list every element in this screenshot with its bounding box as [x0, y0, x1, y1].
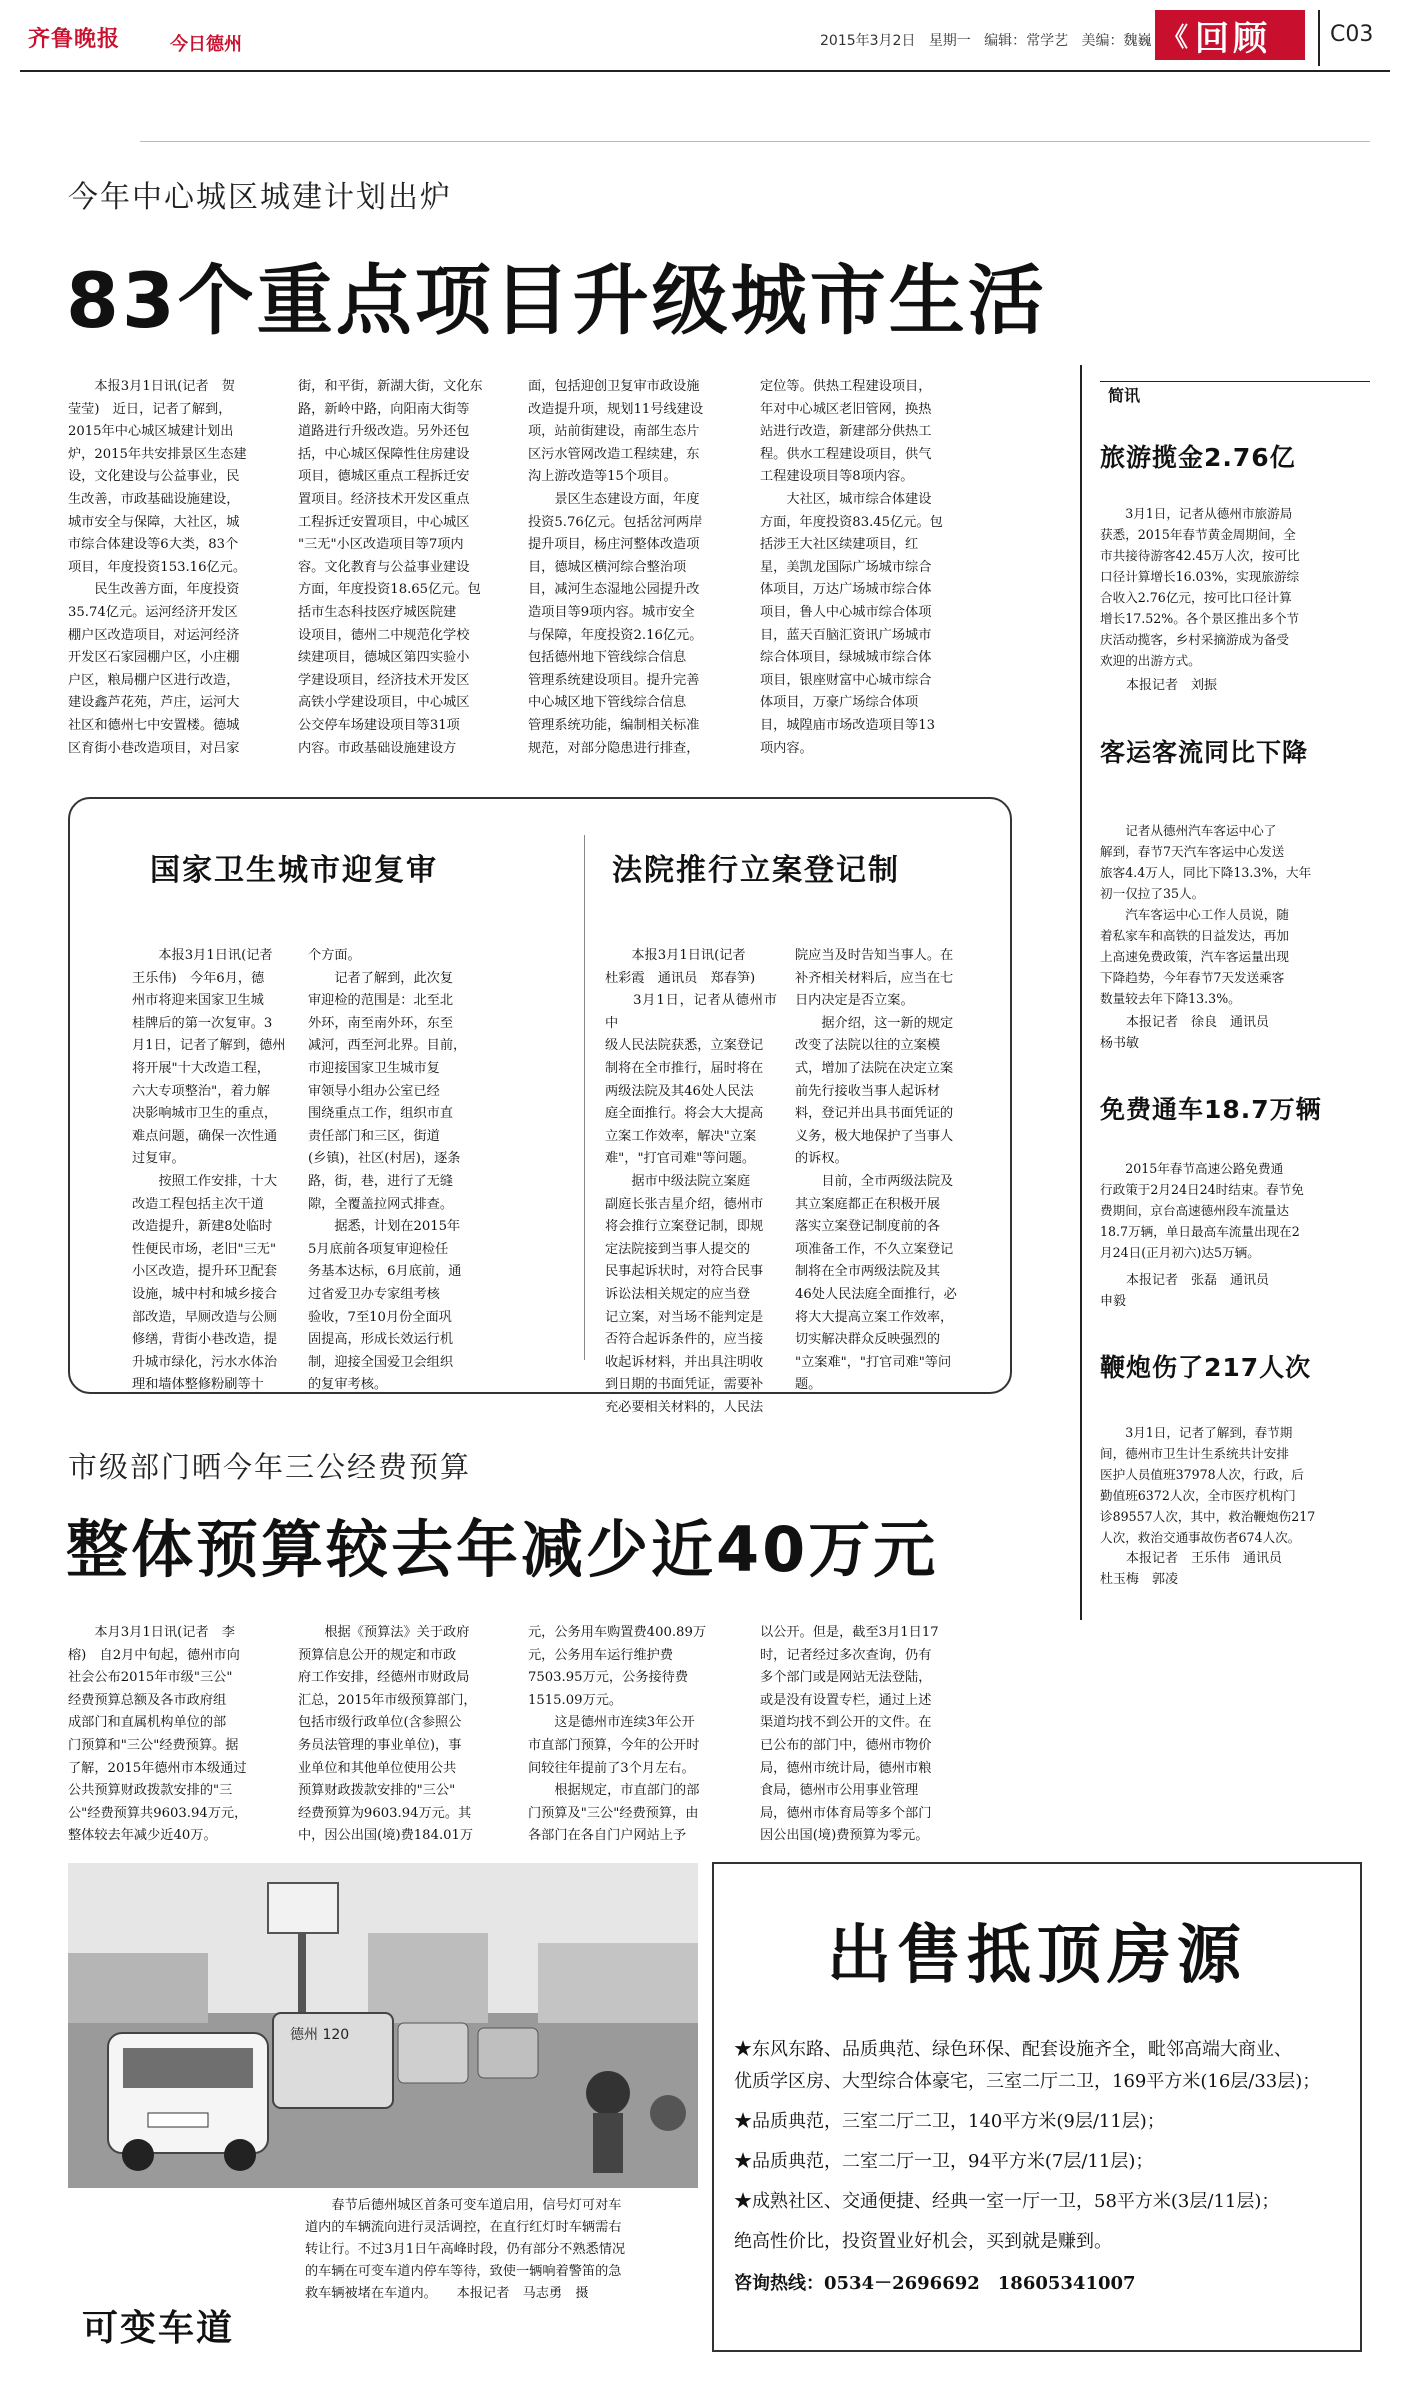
brief-1-body: 3月1日，记者从德州市旅游局 获悉，2015年春节黄金周期间，全 市共接待游客42.45万人次，按可比 口径计算增长16.03%，实现旅游综 合收入2.76亿元，按可比口径计算 增长17.52%。各个景区推出多个节 庆活动揽客，乡村采摘游成为备受 欢迎的出游方式。: [1100, 506, 1300, 668]
section-badge: [1155, 10, 1305, 60]
main-column-3: 面，包括迎创卫复审市政设施 改造提升项，规划11号线建设 项，站前街建设，南部生态片 区污水管网改造工程续建，东 沟上游改造等15个项目。 景区生态建设方面，年度 投资5.76亿元。包括岔河两岸 提升项目，杨庄河整体改造项 目，德城区横河综合整治项 目，减河生态湿地公园提升改 造项目等9项内容。城市安全 与保障，年度投资2.16亿元。 包括德州地下管线综合信息 管理系统建设项目。提升完善 中心城区地下管线综合信息 管理系统功能，编制相关标准 规范，对部分隐患进行排查，: [528, 379, 704, 756]
brief-2-headline: 客运客流同比下降: [1100, 738, 1309, 767]
ad-hotline: [734, 2268, 1349, 2300]
street-photo: [68, 1863, 698, 2188]
main-column-4: 定位等。供热工程建设项目， 年对中心城区老旧管网，换热 站进行改造，新建部分供热工 程。供水工程建设项目，供气 工程建设项目等8项内容。 大社区，城市综合体建设 方面，年度投资83.45亿元。包 括涉王大社区续建项目，红 星，美凯龙国际广场城市综合 体项目，万达广场城市综合体 项目，鲁人中心城市综合体项 目，蓝天百脑汇资讯广场城市 综合体项目，绿城城市综合体 项目，银座财富中心城市综合 体项目，万豪广场综合体项 目，城隍庙市场改造项目等13 项内容。: [760, 379, 943, 756]
brief-2-body: 记者从德州汽车客运中心了 解到，春节7天汽车客运中心发送 旅客4.4万人，同比下降13.3%，大年 初一仅拉了35人。 汽车客运中心工作人员说，随 着私家车和高铁的日益发达，再加 上高速免费政策，汽车客运量出现 下降趋势，今年春节7天发送乘客 数量较去年下降13.3%。: [1100, 823, 1312, 1006]
brief-3-headline: 免费通车18.7万辆: [1100, 1095, 1322, 1124]
sidebar-border: [1080, 365, 1082, 1620]
ad-line-3: ★品质典范，三室二厅二卫，140平方米(9层/11层)；: [734, 2111, 1165, 2132]
ad-title: 出售抵顶房源: [827, 1918, 1247, 1993]
box-left-column-2: 个方面。 记者了解到，此次复 审迎检的范围是：北至北 外环，南至南外环，东至 减河，西至河北界。目前， 市迎接国家卫生城市复 审领导小组办公室已经 围绕重点工作，组织市直 责任部门和三区，街道 (乡镇)，社区(村居)，逐条 路，街，巷，进行了无缝 隙，全覆盖拉网式排查。 据悉，计划在2015年 5月底前各项复审迎检任 务基本达标，6月底前，通 过省爱卫办专家组考核 验收，7至10月份全面巩 固提高，形成长效运行机 制，迎接全国爱卫会组织 的复审考核。: [308, 948, 467, 1393]
box-divider: [584, 835, 585, 1360]
header-rule: [20, 70, 1390, 72]
second-headline: 整体预算较去年减少近40万元: [66, 1513, 939, 1586]
box-left-column-1: 本报3月1日讯(记者 王乐伟) 今年6月，德 州市将迎来国家卫生城 桂牌后的第一次复审。3 月1日，记者了解到，德州 将开展"十大改造工程， 六大专项整治"，着力解 决影响城市卫生的重点， 难点问题，确保一次性通 过复审。 按照工作安排，十大 改造工程包括主次干道 改造提升，新建8处临时 性便民市场，老旧"三无" 小区改造，提升环卫配套 设施，城中村和城乡接合 部改造，早厕改造与公厕 修缮，背街小巷改造，提 升城市绿化，污水水体治 理和墙体整修粉刷等十: [132, 948, 286, 1393]
page-number: C03: [1330, 22, 1374, 47]
main-headline: 83个重点项目升级城市生活: [66, 256, 1047, 345]
brief-4-headline: 鞭炮伤了217人次: [1100, 1353, 1312, 1382]
second-column-4: 以公开。但是，截至3月1日17 时，记者经过多次查询，仍有 多个部门或是网站无法登陆， 或是没有设置专栏，通过上述 渠道均找不到公开的文件。在 已公布的部门中，德州市物价 局，德州市统计局，德州市粮 食局，德州市公用事业管理 局，德州市体育局等多个部门 因公出国(境)费预算为零元。: [760, 1625, 939, 1844]
ad-line-6: 绝高性价比，投资置业好机会，买到就是赚到。: [734, 2231, 1112, 2252]
main-column-1: 本报3月1日讯(记者 贺 莹莹) 近日，记者了解到， 2015年中心城区城建计划出 炉，2015年共安排景区生态建 设，文化建设与公益事业，民 生改善，市政基础设施建设， 城市安全与保障，大社区，城 市综合体建设等6大类，83个 项目，年度投资153.16亿元。 民生改善方面，年度投资 35.74亿元。运河经济开发区 棚户区改造项目，对运河经济 开发区石家园棚户区，小庄棚 户区，粮局棚户区进行改造， 建设鑫芦花苑，芦庄，运河大 社区和德州七中安置楼。德城 区育街小巷改造项目，对吕家: [68, 379, 247, 756]
brief-3-author: 本报记者 张磊 通讯员 申毅: [1100, 1273, 1270, 1309]
ad-line-2: 优质学区房、大型综合体豪宅，三室二厅二卫，169平方米(16层/33层)；: [734, 2071, 1321, 2092]
brief-1-headline: 旅游揽金2.76亿: [1100, 443, 1296, 472]
brief-1-author: 本报记者 刘振: [1100, 678, 1218, 693]
photo-caption: 春节后德州城区首条可变车道启用，信号灯可对车 道内的车辆流向进行灵活调控，在直行红灯时车辆需右 转让行。不过3月1日午高峰时段，仍有部分不熟悉情况 的车辆在可变车道内停车等待，致使一辆响着警笛的急 救车辆被堵在车道内。 本报记者 马志勇 摄: [305, 2198, 626, 2301]
badge-label: 回顾: [1195, 18, 1271, 59]
ad-line-1: ★东风东路、品质典范、绿色环保、配套设施齐全，毗邻高端大商业、: [734, 2039, 1292, 2060]
second-column-1: 本月3月1日讯(记者 李 榕) 自2月中旬起，德州市向 社会公布2015年市级"三公" 经费预算总额及各市政府组 成部门和直属机构单位的部 门预算和"三公"经费预算。据 了解，2015年德州市本级通过 公共预算财政拨款安排的"三 公"经费预算共9603.94万元， 整体较去年减少近40万。: [68, 1625, 248, 1844]
main-column-2: 街，和平街，新湖大街，文化东 路，新岭中路，向阳南大街等 道路进行升级改造。另外还包 括，中心城区保障性住房建设 项目，德城区重点工程拆迁安 置项目。经济技术开发区重点 工程拆迁安置项目，中心城区 "三无"小区改造项目等7项内 容。文化教育与公益事业建设 方面，年度投资18.65亿元。包 括市生态科技医疗城医院建 设项目，德州二中规范化学校 续建项目，德城区第四实验小 学建设项目，经济技术开发区 高铁小学建设项目，中心城区 公交停车场建设项目等31项 内容。市政基础设施建设方: [298, 379, 483, 756]
second-kicker: 市级部门晒今年三公经费预算: [68, 1450, 472, 1484]
second-column-2: 根据《预算法》关于政府 预算信息公开的规定和市政 府工作安排，经德州市财政局 汇总，2015年市级预算部门， 包括市级行政单位(含参照公 务员法管理的事业单位)，事 业单位和其他单位使用公共 预算财政拨款安排的"三公" 经费预算为9603.94万元。其 中，因公出国(境)费184.01万: [298, 1625, 477, 1844]
property-ad: [712, 1862, 1362, 2352]
main-kicker: 今年中心城区城建计划出炉: [68, 180, 452, 215]
box-left-headline: 国家卫生城市迎复审: [150, 853, 438, 888]
issue-date: 2015年3月2日: [820, 33, 916, 49]
top-thin-rule: [140, 141, 1370, 142]
brief-4-author: 本报记者 王乐伟 通讯员 杜玉梅 郭凌: [1100, 1551, 1283, 1587]
sidebar-top-rule: [1100, 381, 1370, 382]
designer-credit: 美编：魏巍: [1081, 33, 1152, 49]
brief-4-body: 3月1日，记者了解到，春节期 间，德州市卫生计生系统共计安排 医护人员值班37978人次，行政，后 勤值班6372人次，全市医疗机构门 诊89557人次，其中，救治鞭炮伤217 人次，救治交通事故伤者674人次。: [1100, 1425, 1316, 1545]
box-right-headline: 法院推行立案登记制: [612, 853, 900, 888]
second-column-3: 元，公务用车购置费400.89万 元，公务用车运行维护费 7503.95万元，公务接待费 1515.09万元。 这是德州市连续3年公开 市直部门预算，今年的公开时 间较往年提前了3个月左右。 根据规定，市直部门的部 门预算及"三公"经费预算，由 各部门在各自门户网站上予: [528, 1625, 707, 1844]
ad-hotline-label: 咨询热线：: [734, 2273, 824, 2294]
issue-meta: [820, 30, 1152, 50]
brief-2-author: 本报记者 徐良 通讯员 杨书敏: [1100, 1015, 1270, 1051]
newspaper-brand: 齐鲁晚报: [28, 26, 121, 52]
ambulance-plate: 德州 120: [290, 2027, 350, 2043]
ad-line-5: ★成熟社区、交通便捷、经典一室一厅一卫，58平方米(3层/11层)；: [734, 2191, 1280, 2212]
header-divider: [1318, 10, 1320, 66]
ad-line-4: ★品质典范，二室二厅一卫，94平方米(7层/11层)；: [734, 2151, 1154, 2172]
issue-weekday: 星期一: [928, 33, 971, 49]
double-chevron-icon: 《: [1161, 22, 1188, 53]
street-photo-illustration: [68, 1863, 698, 2188]
brief-3-body: 2015年春节高速公路免费通 行政策于2月24日24时结束。春节免 费期间，京台高速德州段车流量达 18.7万辆，单日最高车流量出现在2 月24日(正月初六)达5万辆。: [1100, 1161, 1304, 1260]
box-right-column-2: 院应当及时告知当事人。在 补齐相关材料后，应当在七 日内决定是否立案。 据介绍，这一新的规定 改变了法院以往的立案模 式，增加了法院在决定立案 前先行接收当事人起诉材 料，登记并出具书面凭证的 义务，极大地保护了当事人 的诉权。 目前，全市两级法院及 其立案庭都正在积极开展 落实立案登记制度前的各 项准备工作，不久立案登记 制将在全市两级法院及其 46处人民法庭全面推行，必 将大大提高立案工作效率， 切实解决群众反映强烈的 "立案难"，"打官司难"等问 题。: [795, 948, 957, 1393]
photo-title: 可变车道: [82, 2308, 235, 2349]
ad-hotline-number: 0534－2696692 18605341007: [824, 2273, 1136, 2294]
section-name: 今日德州: [170, 34, 242, 55]
sidebar-label: 简讯: [1108, 386, 1141, 405]
box-right-column-1: 本报3月1日讯(记者 杜彩霞 通讯员 郑春笋) 3月1日，记者从德州市中 级人民法院获悉，立案登记 制将在全市推行，届时将在 两级法院及其46处人民法 庭全面推行。将会大大提高 立案工作效率，解决"立案 难"，"打官司难"等问题。 据市中级法院立案庭 副庭长张吉星介绍，德州市 将会推行立案登记制，即规 定法院接到当事人提交的 民事起诉状时，对符合民事 诉讼法相关规定的应当登 记立案，对当场不能判定是 否符合起诉条件的，应当接 收起诉材料，并出具注明收 到日期的书面凭证，需要补 充必要相关材料的，人民法: [605, 948, 777, 1415]
editor-credit: 编辑：常学艺: [984, 33, 1069, 49]
